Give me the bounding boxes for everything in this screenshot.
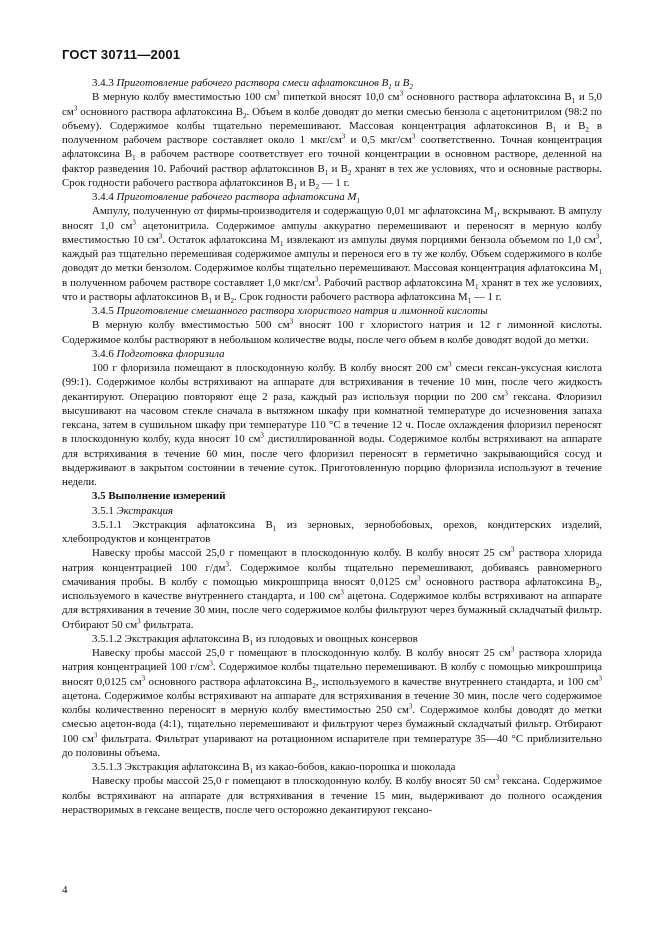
paragraph: В мерную колбу вместимостью 500 $см^3$ вносят 100 г хлористого натрия и 12 г лимонной кислоты. Содержимое колбы растворяют в небольшом количестве воды, после чего объем в колбе доводят водой до метки. — [62, 317, 602, 346]
paragraph: 3.5.1.3 Экстракция афлатоксина $В_1$ из какао-бобов, какао-порошка и шоколада — [92, 761, 456, 776]
paragraph: Ампулу, полученную от фирмы-производителя и содержащую 0,01 мг афлатоксина $М_1$, вскрывают. В ампулу вносят 1,0 $см^3$ ацетонитрила. Содержимое ампулы аккуратно перемешивают и переносят в мерную колбу вместимостью 10 $см^3$. Остаток афлатоксина $М_1$ извлекают из ампулы двумя порциями бензола объемом по 1,0 $см^3$, каждый раз тщательно перемешивая содержимое ампулы и перенося его в ту же колбу. Объем содержимого в колбе доводят до метки бензолом. Содержимое колбы тщательно перемешивают. Массовая концентрация афлатоксина $М_1$ в полученном рабочем растворе составляет 1,0 мкг/$см^3$. Рабочий раствор афлатоксина $М_1$ хранят в тех же условиях, что и растворы афлатоксинов $В_1$ и $В_2$. Срок годности рабочего раствора афлатоксина $М_1$ — 1 г. — [62, 205, 602, 305]
paragraph: Навеску пробы массой 25,0 г помещают в плоскодонную колбу. В колбу вносят 25 $см^3$ раствора хлорида натрия концентрацией 100 $г/см^3$. Содержимое колбы тщательно перемешивают. В колбу с помощью микрошприца вносят 0,0125 $см^3$ основного раствора афлатоксина $В_2$, используемого в качестве внутреннего стандарта, и 100 $см^3$ ацетона. Содержимое колбы встряхивают на аппарате для встряхивания в течение 30 мин, после чего содержимое колбы количественно переносят в мерную колбу вместимостью 250 $см^3$. Содержимое колбы доводят до метки смесью ацетон-вода (4:1), тщательно перемешивают и фильтруют через бумажный складчатый фильтр. Отбирают 100 $см^3$ фильтрата. Фильтрат упаривают на ротационном испарителе при температуре 35—40 °С приблизительно до половины объема. — [62, 645, 602, 759]
section-heading: 3.4.3 Приготовление рабочего раствора смеси афлатоксинов $В_1$ и $В_2$ — [92, 77, 413, 92]
page-number: 4 — [62, 884, 68, 896]
paragraph: Навеску пробы массой 25,0 г помещают в плоскодонную колбу. В колбу вносят 25 $см^3$ раствора хлорида натрия концентрацией 100 $г/дм^3$. Содержимое колбы тщательно перемешивают, добиваясь равномерного смачивания пробы. В колбу с помощью микрошприца вносят 0,0125 $см^3$ основного раствора афлатоксина $В_2$, используемого в качестве внутреннего стандарта, и 100 $см^3$ ацетона. Содержимое колбы встряхивают на аппарате для встряхивания в течение 30 мин, после чего содержимое колбы фильтруют через бумажный складчатый фильтр. Отбирают 50 $см^3$ фильтрата. — [62, 545, 602, 631]
paragraph: 100 г флоризила помещают в плоскодонную колбу. В колбу вносят 200 $см^3$ смеси гексан-уксусная кислота (99:1). Содержимое колбы встряхивают на аппарате для встряхивания в течение 10 мин, после чего жидкость декантируют. Операцию повторяют еще 2 раза, каждый раз используя порции по 200 $см^3$ гексана. Флоризил высушивают на часовом стекле сначала в вытяжном шкафу при комнатной температуре до исчезновения запаха гексана, затем в сушильном шкафу при температуре 110 °С в течение 12 ч. После охлаждения флоризил переносят в плоскодонную колбу, куда вносят 10 $см^3$ дистиллированной воды. Содержимое колбы встряхивают на аппарате для встряхивания в течение 60 мин, после чего флоризил переносят в герметично закрывающийся сосуд и выдерживают в закрытом состоянии в течение суток. Приготовленную порцию флоризила используют в течение недели. — [62, 360, 602, 488]
paragraph: 3.5.1.1 Экстракция афлатоксина $В_1$ из зерновых, зернобобовых, орехов, кондитерских изделий, хлебопродуктов и концентратов — [62, 518, 603, 545]
section-heading: 3.5.1 Экстракция — [92, 504, 173, 517]
paragraph: 3.5.1.2 Экстракция афлатоксина $В_1$ из плодовых и овощных консервов — [92, 632, 418, 647]
page-header-title: ГОСТ 30711—2001 — [62, 47, 181, 62]
section-heading: 3.4.5 Приготовление смешанного раствора хлористого натрия и лимонной кислоты — [92, 305, 488, 317]
paragraph: В мерную колбу вместимостью 100 $см^3$ пипеткой вносят 10,0 $см^3$ основного раствора афлатоксина $В_1$ и 5,0 $см^3$ основного раствора афлатоксина $В_2$. Объем в колбе доводят до метки смесью бензола с ацетонитрилом (98:2 по объему). Содержимое колбы тщательно перемешивают. Массовая концентрация афлатоксинов $В_1$ и $В_2$ в полученном рабочем растворе составляет около 1 мкг/$см^3$ и 0,5 мкг/$см^3$ соответственно. Точная концентрация афлатоксина $В_1$ в рабочем растворе соответствует его точной концентрации в основном растворе, деленной на фактор разведения 10. Рабочий раствор афлатоксинов $В_1$ и $В_2$ хранят в тех же условиях, что и основные растворы. Срок годности рабочего раствора афлатоксинов $В_1$ и $В_2$ — 1 г. — [62, 89, 603, 191]
section-heading: 3.4.6 Подготовка флоризила — [92, 347, 225, 360]
document-body — [62, 76, 602, 817]
paragraph: Навеску пробы массой 25,0 г помещают в плоскодонную колбу. В колбу вносят 50 $см^3$ гексана. Содержимое колбы встряхивают на аппарате для встряхивания в течение 15 мин, выдерживают до полного осаждения нерастворимых в гексане веществ, после чего осторожно декантируют гексано- — [62, 773, 602, 816]
section-heading: 3.4.4 Приготовление рабочего раствора афлатоксина $М_1$ — [92, 191, 360, 206]
section-heading: 3.5 Выполнение измерений — [92, 490, 226, 503]
